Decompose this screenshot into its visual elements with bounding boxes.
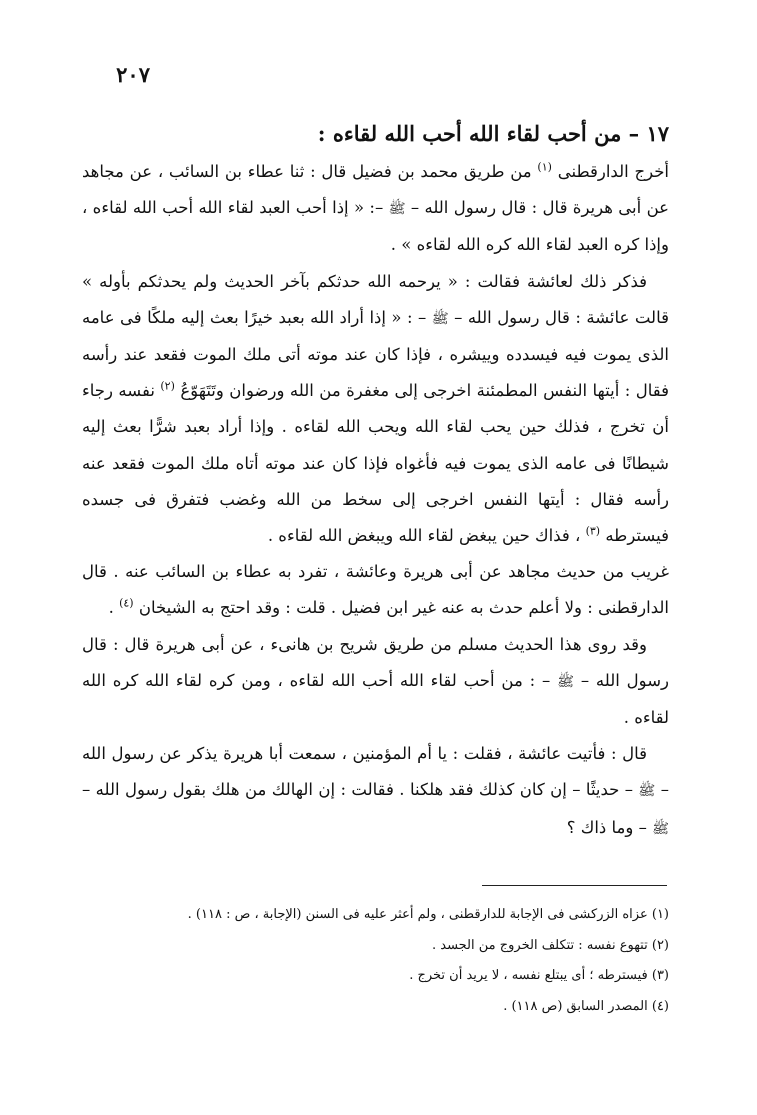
- paragraph-1: [82, 154, 669, 264]
- body-text: [82, 154, 669, 847]
- text-segment: – : من أحب لقاء الله أحب الله لقاءه ، ومن كره لقاء الله كره الله لقاءه .: [82, 670, 669, 728]
- salutation-glyph: ﷺ: [388, 201, 406, 218]
- salutation-glyph: ﷺ: [431, 310, 449, 327]
- footnotes: [90, 900, 669, 1022]
- text-segment: نفسه رجاء أن تخرج ، فذلك حين يحب لقاء الله ويحب الله لقاءه . وإذا أراد بعبد شرًّا بعث إليه شيطانًا فى عامه الذى يموت فيه فأغواه فإذا كان عند موته أتاه ملك الموت فقعد عنه رأسه فقال : أيتها النفس اخرجى إلى سخط من الله وغضب فتفرق فى جسده فيسترطه: [82, 381, 669, 546]
- salutation-glyph: ﷺ: [557, 673, 575, 690]
- paragraph-4: [82, 627, 669, 737]
- footnote-3: (٣) فيسترطه ؛ أى يبتلع نفسه ، لا يريد أن تخرج .: [409, 968, 669, 983]
- salutation-glyph: ﷺ: [638, 783, 656, 800]
- footnote-ref-4: (٤): [119, 596, 134, 610]
- text-segment: – : « إذا أراد الله بعبد خيرًا بعث إليه ملكًا فى عامه الذى يموت فيه فيسدده وييشره ، فإذا كان عند موته أتى ملك الموت فقعد عند رأسه فقال : أيتها النفس المطمئنة اخرجى إلى مغفرة من الله ورضوان وتَتَهَوّعُ: [82, 307, 670, 401]
- chapter-title: ١٧ – من أحب لقاء الله أحب الله لقاءه :: [317, 121, 669, 146]
- text-segment: –: « إذا أحب العبد لقاء الله أحب الله لقاءه ، وإذا كره العبد لقاء الله كره الله لقاءه » .: [82, 198, 669, 255]
- text-segment: – حديثًا – إن كان كذلك فقد هلكنا . فقالت : إن الهالك من هلك بقول رسول الله –: [82, 780, 639, 800]
- text-segment: – وما ذاك ؟: [566, 817, 653, 837]
- salutation-glyph: ﷺ: [652, 820, 669, 837]
- text-segment: غريب من حديث مجاهد عن أبى هريرة وعائشة ، تفرد به عطاء بن السائب عنه . قال الدارقطنى : ولا أعلم حدث به عنه غير ابن فضيل . قلت : وقد احتج به الشيخان: [82, 562, 669, 618]
- text-segment: قال : فأتيت عائشة ، فقلت : يا أم المؤمنين ، سمعت أبا هريرة يذكر عن رسول الله –: [82, 744, 669, 800]
- text-segment: أخرج الدارقطنى: [551, 162, 669, 181]
- footnote-1: (١) عزاه الزركشى فى الإجابة للدارقطنى ، ولم أعثر عليه فى السنن (الإجابة ، ص : ١١٨) .: [187, 907, 669, 922]
- text-segment: ، فذاك حين يبغض لقاء الله ويبغض الله لقاءه .: [267, 526, 586, 546]
- paragraph-2: [82, 264, 669, 555]
- page-number: ٢٠٧: [116, 62, 150, 87]
- text-segment: .: [108, 598, 120, 618]
- text-segment: من طريق محمد بن فضيل قال : ثنا عطاء بن السائب ، عن مجاهد عن أبى هريرة قال : قال رسول الله –: [82, 162, 669, 218]
- paragraph-5: [82, 736, 669, 847]
- footnote-ref-2: (٢): [160, 379, 175, 393]
- footnote-ref-3: (٣): [585, 524, 601, 538]
- footnote-ref-1: (١): [537, 160, 552, 174]
- text-segment: وقد روى هذا الحديث مسلم من طريق شريح بن هانىء ، عن أبى هريرة قال : قال رسول الله –: [82, 634, 669, 690]
- paragraph-3: [82, 554, 669, 626]
- footnote-separator: [482, 885, 667, 886]
- footnote-4: (٤) المصدر السابق (ص ١١٨) .: [503, 998, 669, 1014]
- text-segment: فذكر ذلك لعائشة فقالت : « يرحمه الله حدثكم بآخر الحديث ولم يحدثكم بأوله » قالت عائشة : قال رسول الله –: [82, 271, 669, 327]
- footnote-2: (٢) تتهوع نفسه : تتكلف الخروج من الجسد .: [431, 937, 669, 953]
